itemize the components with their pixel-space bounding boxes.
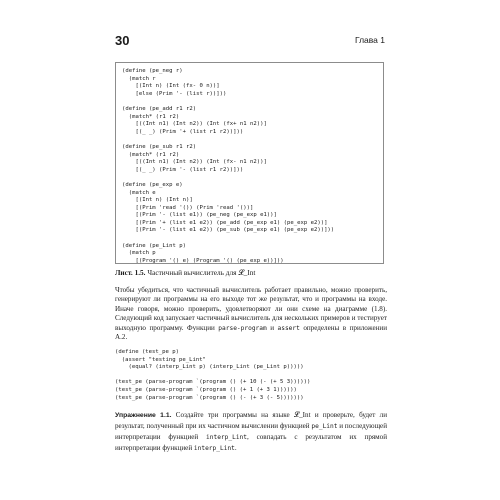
code-listing-box: [115, 62, 384, 264]
listing-caption-text: Частичный вычислитель для 𝓛_Int: [147, 268, 256, 277]
paragraph-text-1: Чтобы убедиться, что частичный вычислитель работает правильно, можно проверить, генерируют ли программы на его выходе тот же результат, что и программы на входе. Иначе говоря, можно проверить, удовлетворяют ли они схеме на диаграмме (1.8). Следующий код запускает частичный вычислитель для нескольких примеров и тестирует выходную программу. Функции: [115, 286, 387, 332]
exercise-text-3: , совпадать с результатом их прямой интерпретации функцией: [115, 433, 387, 452]
inline-code-interp-lint: interp_Lint: [206, 434, 247, 441]
paragraph-text-3: определены в приложении A.2.: [115, 323, 387, 342]
page-number: 30: [115, 33, 130, 48]
test-code-block: (define (test_pe p) (assert "testing pe_Lint" (equal? (interp_Lint p) (interp_Lint (pe_Lint p))))) (test_pe (parse-program `(program () (+ 10 (- (+ 5 3)))))) (test_pe (parse-program `(program () (+ 1 (+ 3 1)))))) (test_pe (parse-program `(program () (- (+ 3 (- 5))))))): [115, 349, 311, 401]
exercise-paragraph: [115, 410, 387, 454]
inline-code-parse-program: parse-program: [218, 324, 267, 332]
body-paragraph: [115, 286, 387, 342]
listing-caption: [115, 268, 385, 278]
running-head-chapter: Глава 1: [354, 35, 385, 45]
exercise-text-4: .: [234, 444, 237, 452]
exercise-text-1: Создайте три программы на языке 𝓛_Int и проверьте, будет ли результат, полученный при их частичном вычислении функцией: [115, 411, 387, 430]
inline-code-interp-lint-2: interp_Lint: [193, 445, 235, 452]
partial-evaluator-code: (define (pe_neg r) (match r [(Int n) (Int (fx- 0 n))] [else (Prim '- (list r))])) (define (pe_add r1 r2) (match* (r1 r2) [((Int n1) (Int n2)) (Int (fx+ n1 n2))] [(_ _) (Prim '+ (list r1 r2))])) (define (pe_sub r1 r2) (match* (r1 r2) [((Int n1) (Int n2)) (Int (fx- n1 n2))] [(_ _) (Prim '- (list r1 r2))])) (define (pe_exp e) (match e [(Int n) (Int n)] [(Prim 'read '()) (Prim 'read '())] [(Prim '- (list e1)) (pe_neg (pe_exp e1))] [(Prim '+ (list e1 e2)) (pe_add (pe_exp e1) (pe_exp e2))] [(Prim '- (list e1 e2)) (pe_sub (pe_exp e1) (pe_exp e2))])) (define (pe_Lint p) (match p [(Program '() e) (Program '() (pe_exp e))])): [122, 68, 335, 264]
page-header: [115, 33, 385, 49]
listing-caption-label: Лист. 1.5.: [115, 268, 146, 277]
exercise-label: Упражнение 1.1.: [115, 412, 172, 419]
paragraph-text-2: и: [266, 323, 278, 332]
inline-code-pe-lint: pe_Lint: [311, 423, 338, 430]
inline-code-assert: assert: [277, 324, 300, 332]
exercise-text-2: и последующей интерпретации функцией: [115, 422, 387, 441]
